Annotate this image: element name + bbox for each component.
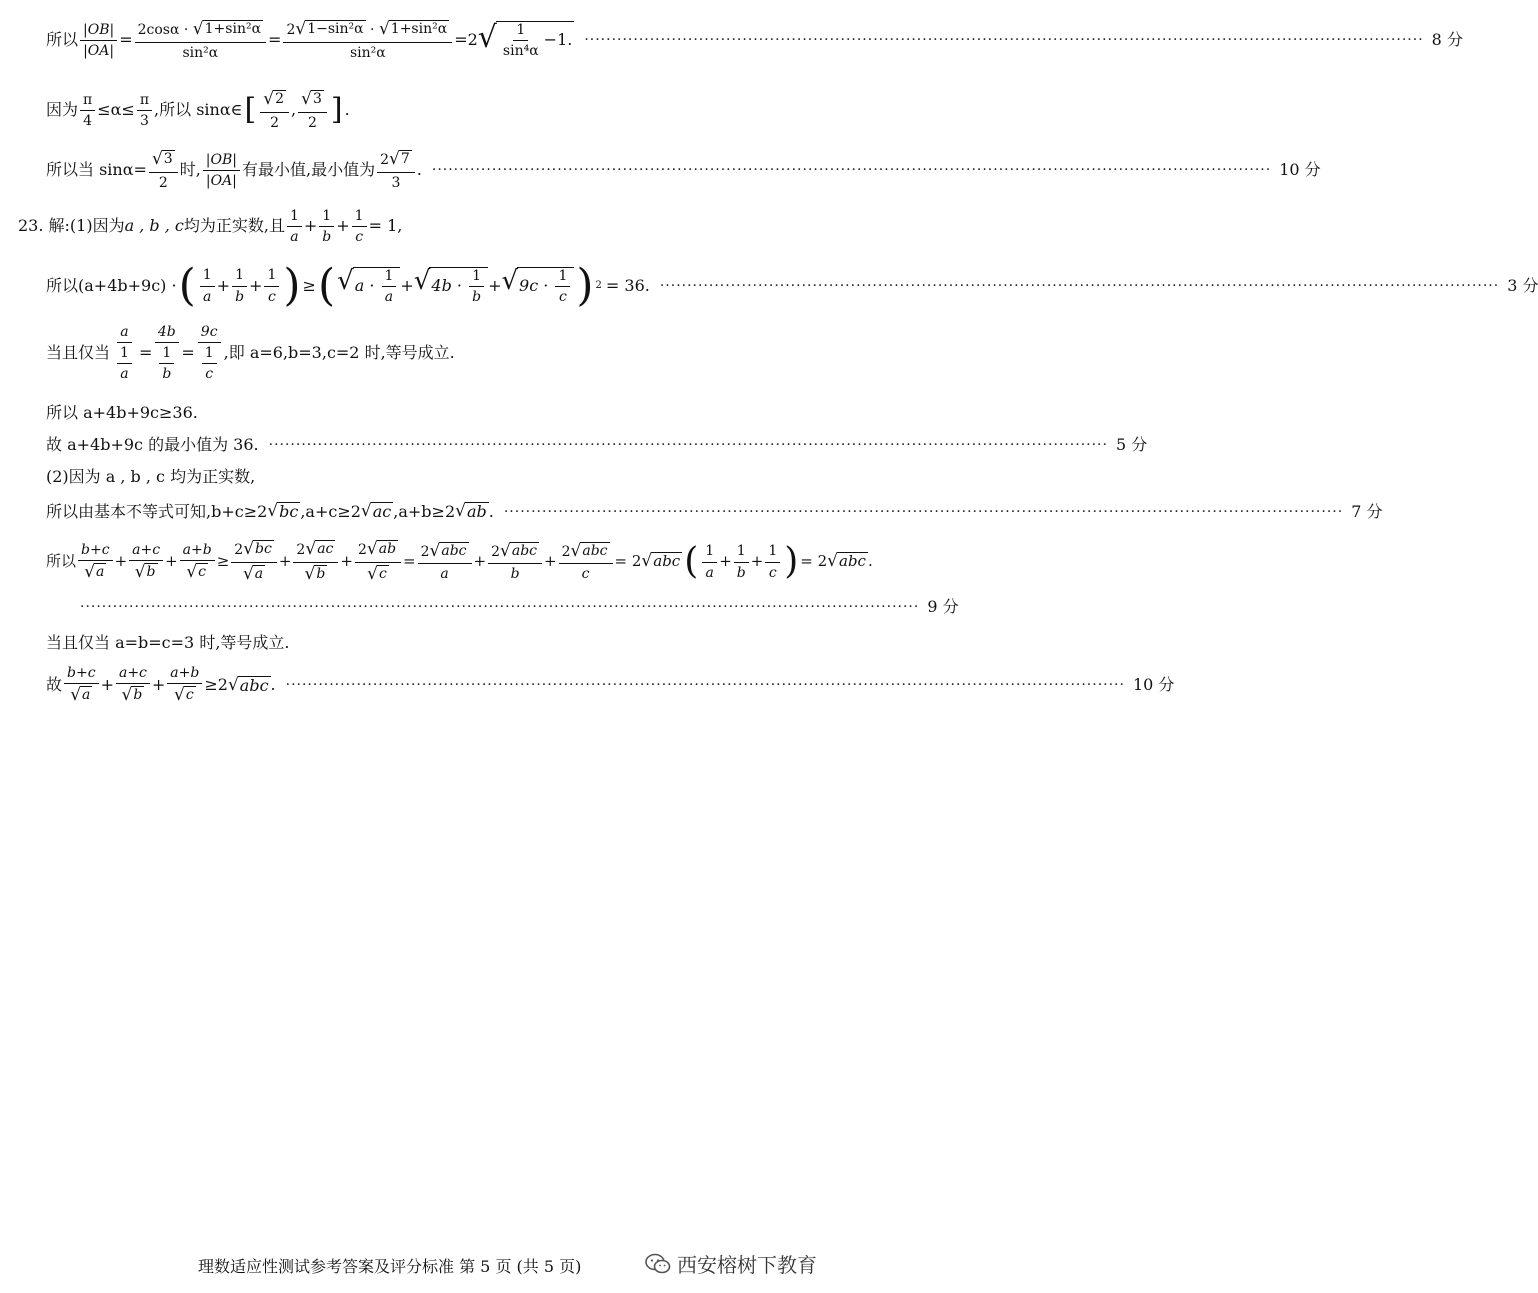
line-7 (46, 404, 198, 422)
equals: = (403, 552, 416, 571)
leader-dots: ·························································································································································· (659, 277, 1500, 294)
text: 有最小值,最小值为 (242, 160, 376, 180)
fraction: b+c √ a (78, 542, 113, 583)
fraction: √ 3 2 (298, 90, 327, 131)
fraction: a $\frac{1}{a}$ (112, 324, 137, 382)
leader-dots: ·························································································································································· (431, 162, 1272, 179)
fraction: $\frac{\pi}{3}$ (137, 92, 152, 129)
fraction: 2 √ 7 3 (377, 150, 415, 191)
leader-dots: ·························································································································································· (584, 32, 1424, 49)
score-label: 7 分 (1351, 501, 1383, 521)
text: 所以 a+4b+9c≥36. (46, 403, 198, 422)
fraction: $\frac{1}{c}$ (352, 208, 367, 245)
radical: √ a · $\frac{1}{a}$ (337, 267, 400, 305)
fraction: 4b $\frac{1}{b}$ (154, 324, 179, 382)
radical: √ abc (827, 551, 866, 572)
right-paren: ) (784, 541, 799, 583)
watermark-text: 西安榕树下教育 (677, 1253, 817, 1277)
fraction: 1 b (734, 543, 749, 580)
radical: √ ac (360, 501, 392, 521)
text: ,所以 sinα∈ (154, 100, 243, 120)
line-1 (46, 19, 1463, 61)
question-23-header: 23. 解:(1)因为 a , b , c 均为正实数,且 1 a + 1 b + $\frac{1}{c}$ = 1, (18, 208, 403, 246)
right-bracket: ] (330, 92, 343, 128)
fraction: 1 a (702, 543, 717, 580)
text: 故 (46, 675, 63, 695)
radical: √ $\frac{1}{\text{sin⁴α}}$ −1. (477, 20, 573, 60)
fraction: 1 a (287, 208, 302, 245)
fraction: 1 b (232, 267, 247, 304)
fraction: 9c $\frac{1}{c}$ (197, 324, 222, 382)
fraction: 2 √ bc √ a (231, 540, 277, 584)
comma: , (291, 100, 297, 120)
score-label: 5 分 (1115, 435, 1148, 454)
text: ≥2 (204, 675, 228, 695)
text: 故 a+4b+9c 的最小值为 36. (46, 435, 259, 454)
fraction: 1 c (765, 543, 780, 580)
variables: a , b , c (124, 216, 184, 236)
text: ≤α≤ (97, 100, 135, 120)
text: 时, (179, 160, 201, 180)
text: (2)因为 a , b , c 均为正实数, (46, 467, 256, 486)
text: 当且仅当 (46, 342, 111, 362)
left-paren: ( (684, 541, 699, 583)
fraction: a+b √ c (167, 665, 202, 706)
radical: √ bc (267, 501, 299, 521)
fraction: a+b √ c (180, 542, 215, 583)
fraction: √ 2 2 (260, 90, 289, 131)
text: 所以(a+4b+9c) · (46, 275, 177, 295)
text: 所以当 sinα= (46, 160, 147, 180)
fraction: $\frac{\pi}{4}$ (80, 92, 95, 129)
fraction: 2 √ abc c (559, 542, 613, 583)
line-6: 当且仅当 a $\frac{1}{a}$ = 4b $\frac{1}{b}$ = 9c $\frac{1}{c}$ ,即 a=6,b=3,c=2 时,等号成立. (46, 324, 455, 383)
fraction: a+c √ b (129, 542, 163, 583)
line-10 (46, 501, 1383, 522)
leader-dots: ·························································································································································· (285, 677, 1125, 694)
line-2 (46, 90, 350, 131)
line-3 (46, 149, 1321, 191)
line-5: 所以(a+4b+9c) · ( 1 a + 1 b + 1 c ) ≥ ( √ a · $\frac{1}{a}$ + √ 4b · $\frac{1}{b}$ + √ 9c · $\frac{1}{c}$ ) 2 = 36. ·························································································································································· 3 分 (46, 260, 1538, 311)
period: . (867, 552, 873, 571)
leader-dots: ·························································································································································· (503, 503, 1344, 520)
fraction: b+c √ a (64, 665, 99, 706)
fraction-ob-oa: |OB| |OA| (203, 152, 240, 189)
fraction: 2 √ abc b (488, 542, 542, 583)
line-8 (46, 435, 1148, 454)
line-12 (80, 597, 959, 616)
geq: ≥ (302, 275, 316, 295)
fraction: 1 b (319, 208, 334, 245)
radical: √ ab (455, 501, 487, 521)
score-label: 9 分 (927, 597, 959, 616)
radical: √ 4b · $\frac{1}{b}$ (414, 267, 488, 305)
fraction: a+c √ b (116, 665, 150, 706)
text: 所以 (46, 30, 79, 50)
fraction: 1 c (264, 267, 279, 304)
score-label: 3 分 (1507, 275, 1538, 295)
line-14: 故 b+c √ a + a+c √ b + a+b √ c ≥2 √ abc . ·························································································································································· 10 分 (46, 665, 1175, 706)
watermark (645, 1249, 817, 1278)
right-paren: ) (576, 260, 594, 311)
period: . (416, 160, 422, 180)
text: = 2 (800, 552, 828, 571)
fraction: √ 3 2 (149, 150, 178, 191)
geq: ≥ (216, 552, 230, 571)
leader-dots: ·························································································································································· (80, 599, 920, 616)
exponent: 2 (595, 280, 602, 292)
fraction: 2 √ ac √ b (293, 540, 338, 584)
equals: = (268, 30, 282, 50)
page-footer: 理数适应性测试参考答案及评分标准 第 5 页 (共 5 页) (198, 1257, 582, 1276)
period: . (344, 100, 350, 120)
fraction-ob-oa: $\frac{|OB|}{|OA|}$ (80, 22, 117, 59)
line-9 (46, 468, 255, 486)
fraction: 2 √ ab √ c (355, 540, 401, 584)
score-label: 8 分 (1431, 30, 1463, 50)
fraction-3: 2 √ 1−sin²α · √ 1+sin²α sin²α (283, 20, 452, 61)
text: 所以 (46, 552, 77, 571)
radical: √ abc (227, 674, 269, 695)
text: = 36. (605, 275, 650, 295)
text: 当且仅当 a=b=c=3 时,等号成立. (46, 633, 290, 652)
text: = 2 (614, 552, 642, 571)
left-paren: ( (317, 260, 336, 311)
text: ,即 a=6,b=3,c=2 时,等号成立. (223, 342, 455, 362)
line-11: 所以 b+c √ a + a+c √ b + a+b √ c ≥ 2 √ bc √ a + 2 √ ac √ b + 2 √ ab √ c = 2 √ abc a + 2 √ abc b + 2 √ abc c = 2 √ abc ( 1 a + 1 b + 1 c ) = 2 √ abc . (46, 539, 873, 584)
text: = 1, (368, 216, 403, 236)
left-paren: ( (178, 260, 196, 311)
score-label: 10 分 (1279, 160, 1321, 180)
fraction: 2 √ abc a (418, 542, 472, 583)
text: ,a+c≥2 (300, 501, 361, 521)
text: 23. 解:(1)因为 (18, 216, 125, 236)
radical: √ 9c · $\frac{1}{c}$ (501, 267, 574, 305)
fraction-2: 2cosα · √ 1+sin²α sin²α (135, 20, 266, 61)
score-label: 10 分 (1132, 675, 1175, 695)
left-bracket: [ (244, 92, 257, 128)
wechat-icon (645, 1253, 671, 1275)
fraction: 1 a (200, 267, 215, 304)
text: ,a+b≥2 (393, 501, 456, 521)
text: =2 (454, 30, 478, 50)
radical: √ abc (641, 551, 681, 572)
leader-dots: ·························································································································································· (268, 437, 1108, 454)
text: 均为正实数,且 (183, 216, 285, 236)
text: 所以由基本不等式可知,b+c≥2 (46, 501, 268, 521)
text: 因为 (46, 100, 79, 120)
line-13 (46, 634, 290, 652)
right-paren: ) (283, 260, 301, 311)
period: . (270, 675, 276, 695)
period: . (488, 501, 494, 521)
equals: = (119, 30, 133, 50)
